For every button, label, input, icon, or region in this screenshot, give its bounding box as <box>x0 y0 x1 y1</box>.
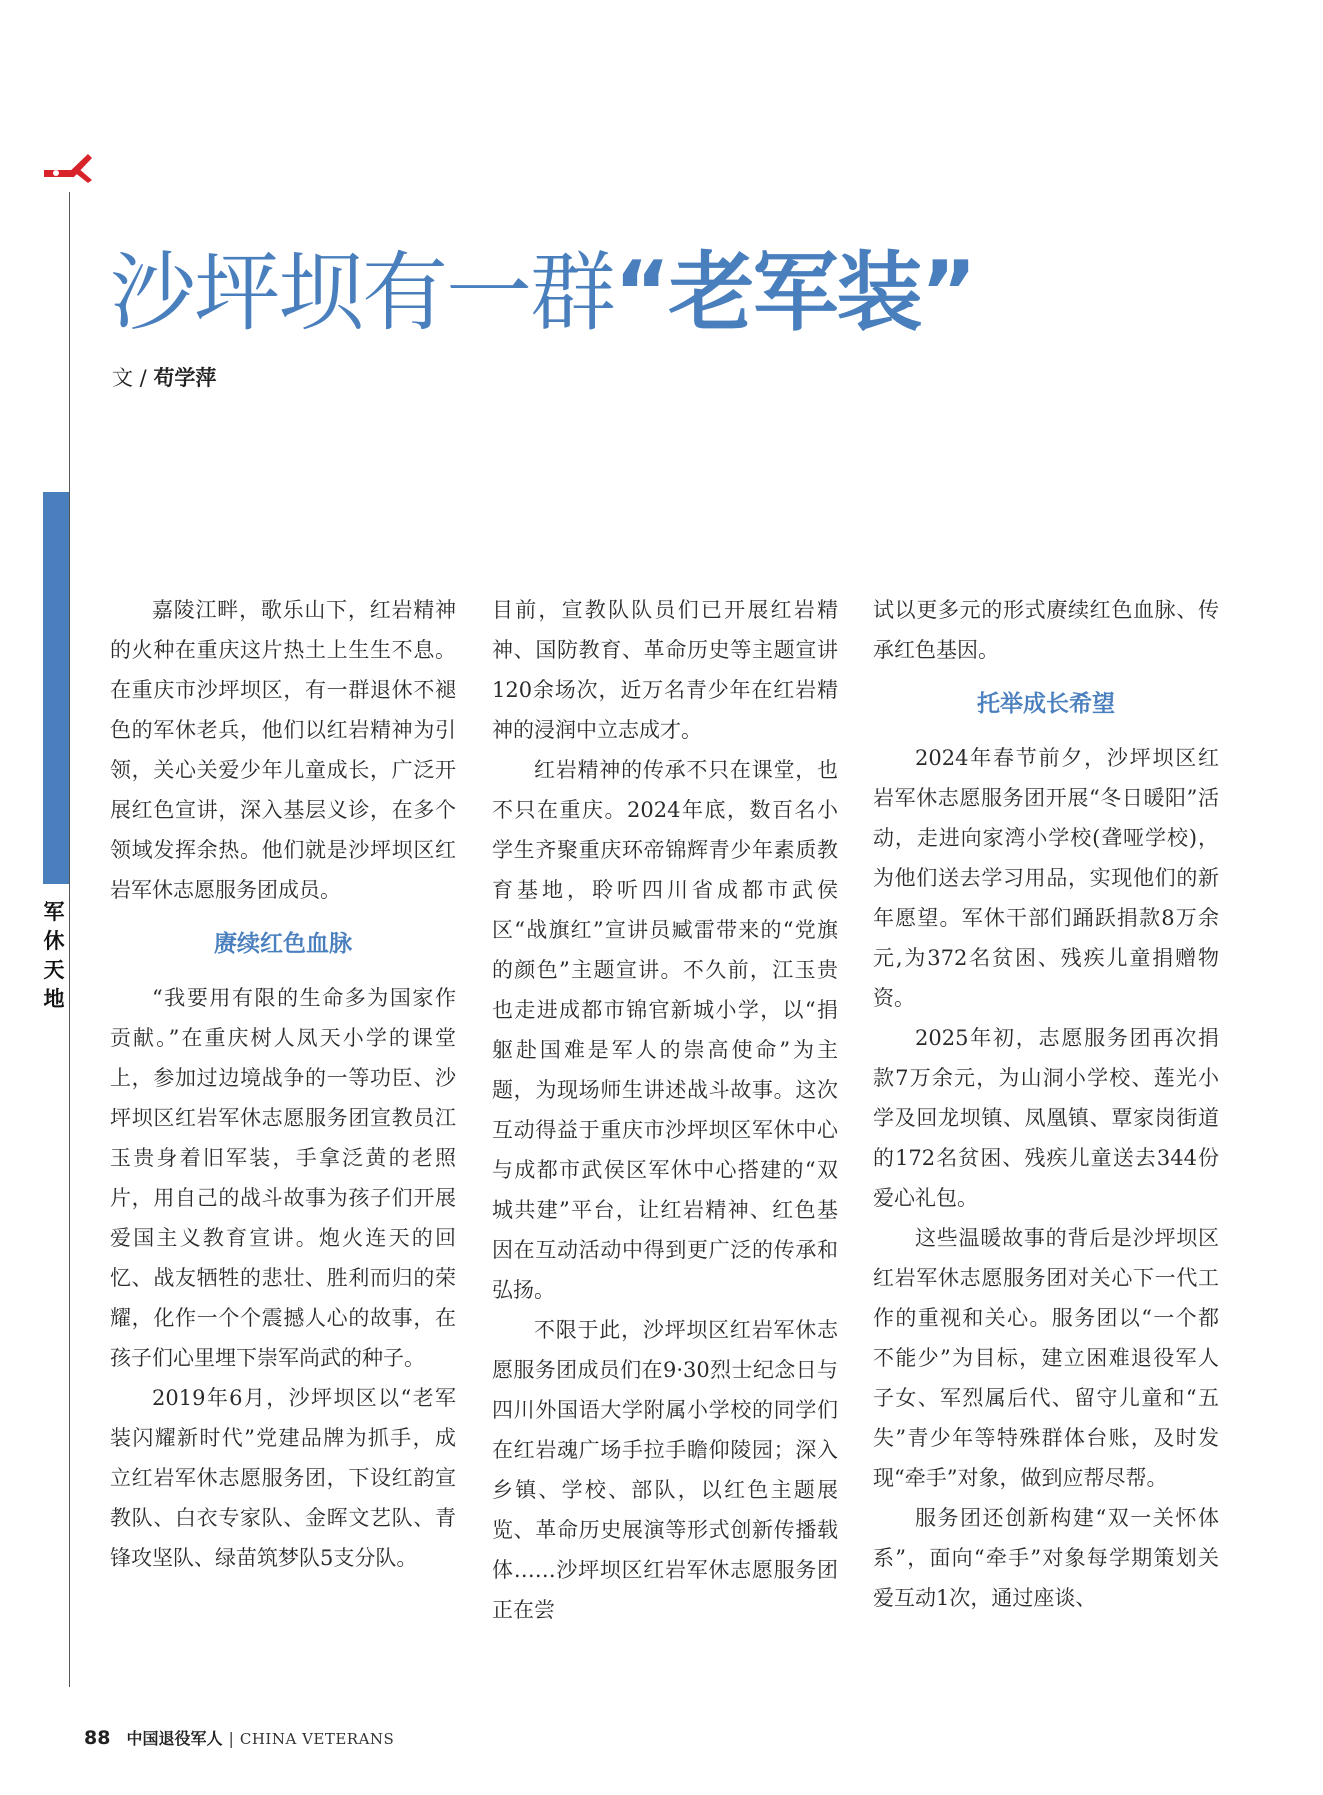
paragraph: 红岩精神的传承不只在课堂，也不只在重庆。2024年底，数百名小学生齐聚重庆环帝锦辉青少年素质教育基地，聆听四川省成都市武侯区“战旗红”宣讲员臧雷带来的“党旗的颜色”主题宣讲。不久前，江玉贵也走进成都市锦官新城小学，以“捐躯赴国难是军人的崇高使命”为主题，为现场师生讲述战斗故事。这次互动得益于重庆市沙坪坝区军休中心与成都市武侯区军休中心搭建的“双城共建”平台，让红岩精神、红色基因在互动活动中得到更广泛的传承和弘扬。 <box>492 758 838 1302</box>
page-number: 88 <box>84 1727 111 1749</box>
paragraph: 试以更多元的形式赓续红色血脉、传承红色基因。 <box>873 598 1219 662</box>
section-heading: 赓续红色血脉 <box>214 930 352 957</box>
paragraph: 不限于此，沙坪坝区红岩军休志愿服务团成员们在9·30烈士纪念日与四川外国语大学附属小学校的同学们在红岩魂广场手拉手瞻仰陵园；深入乡镇、学校、部队，以红色主题展览、革命历史展演等形式创新传播载体……沙坪坝区红岩军休志愿服务团正在尝 <box>492 1318 838 1622</box>
section-heading: 托举成长希望 <box>977 690 1115 717</box>
footer-separator: | <box>228 1729 234 1748</box>
byline <box>112 362 216 392</box>
paragraph: 这些温暖故事的背后是沙坪坝区红岩军休志愿服务团对关心下一代工作的重视和关心。服务团以“一个都不能少”为目标，建立困难退役军人子女、军烈属后代、留守儿童和“五失”青少年等特殊群体台账，及时发现“牵手”对象，做到应帮尽帮。 <box>873 1226 1219 1490</box>
article-column-1 <box>110 590 456 1578</box>
section-color-bar <box>43 492 69 884</box>
column-logo-icon <box>42 150 94 186</box>
paragraph: 服务团还创新构建“双一关怀体系”，面向“牵手”对象每学期策划关爱互动1次，通过座谈、 <box>873 1506 1219 1610</box>
title-plain: 沙坪坝有一群 <box>110 243 614 343</box>
article-title <box>110 238 975 348</box>
page-footer <box>84 1726 394 1749</box>
paragraph: 嘉陵江畔，歌乐山下，红岩精神的火种在重庆这片热土上生生不息。在重庆市沙坪坝区，有一群退休不褪色的军休老兵，他们以红岩精神为引领，关心关爱少年儿童成长，广泛开展红色宣讲，深入基层义诊，在多个领域发挥余热。他们就是沙坪坝区红岩军休志愿服务团成员。 <box>110 598 456 902</box>
paragraph: 2025年初，志愿服务团再次捐款7万余元，为山洞小学校、莲光小学及回龙坝镇、凤凰镇、覃家岗街道的172名贫困、残疾儿童送去344份爱心礼包。 <box>873 1026 1219 1210</box>
paragraph: 2019年6月，沙坪坝区以“老军装闪耀新时代”党建品牌为抓手，成立红岩军休志愿服务团，下设红韵宣教队、白衣专家队、金晖文艺队、青锋攻坚队、绿苗筑梦队5支分队。 <box>110 1386 456 1570</box>
magazine-name-cn: 中国退役军人 <box>126 1729 223 1748</box>
byline-prefix: 文 / <box>112 366 154 390</box>
title-highlight: “老军装” <box>614 243 976 343</box>
magazine-name-en: CHINA VETERANS <box>239 1730 395 1748</box>
margin-rule <box>69 192 70 1687</box>
paragraph: 目前，宣教队队员们已开展红岩精神、国防教育、革命历史等主题宣讲120余场次，近万名青少年在红岩精神的浸润中立志成才。 <box>492 598 838 742</box>
paragraph: 2024年春节前夕，沙坪坝区红岩军休志愿服务团开展“冬日暖阳”活动，走进向家湾小学校(聋哑学校)，为他们送去学习用品，实现他们的新年愿望。军休干部们踊跃捐款8万余元,为372名贫困、残疾儿童捐赠物资。 <box>873 746 1219 1010</box>
paragraph: “我要用有限的生命多为国家作贡献。”在重庆树人凤天小学的课堂上，参加过边境战争的一等功臣、沙坪坝区红岩军休志愿服务团宣教员江玉贵身着旧军装，手拿泛黄的老照片，用自己的战斗故事为孩子们开展爱国主义教育宣讲。炮火连天的回忆、战友牺牲的悲壮、胜利而归的荣耀，化作一个个震撼人心的故事，在孩子们心里埋下崇军尚武的种子。 <box>110 986 456 1370</box>
article-column-2 <box>492 590 838 1630</box>
author-name: 苟学萍 <box>153 366 217 390</box>
section-label: 军休天地 <box>43 900 65 1011</box>
article-column-3 <box>873 590 1219 1618</box>
